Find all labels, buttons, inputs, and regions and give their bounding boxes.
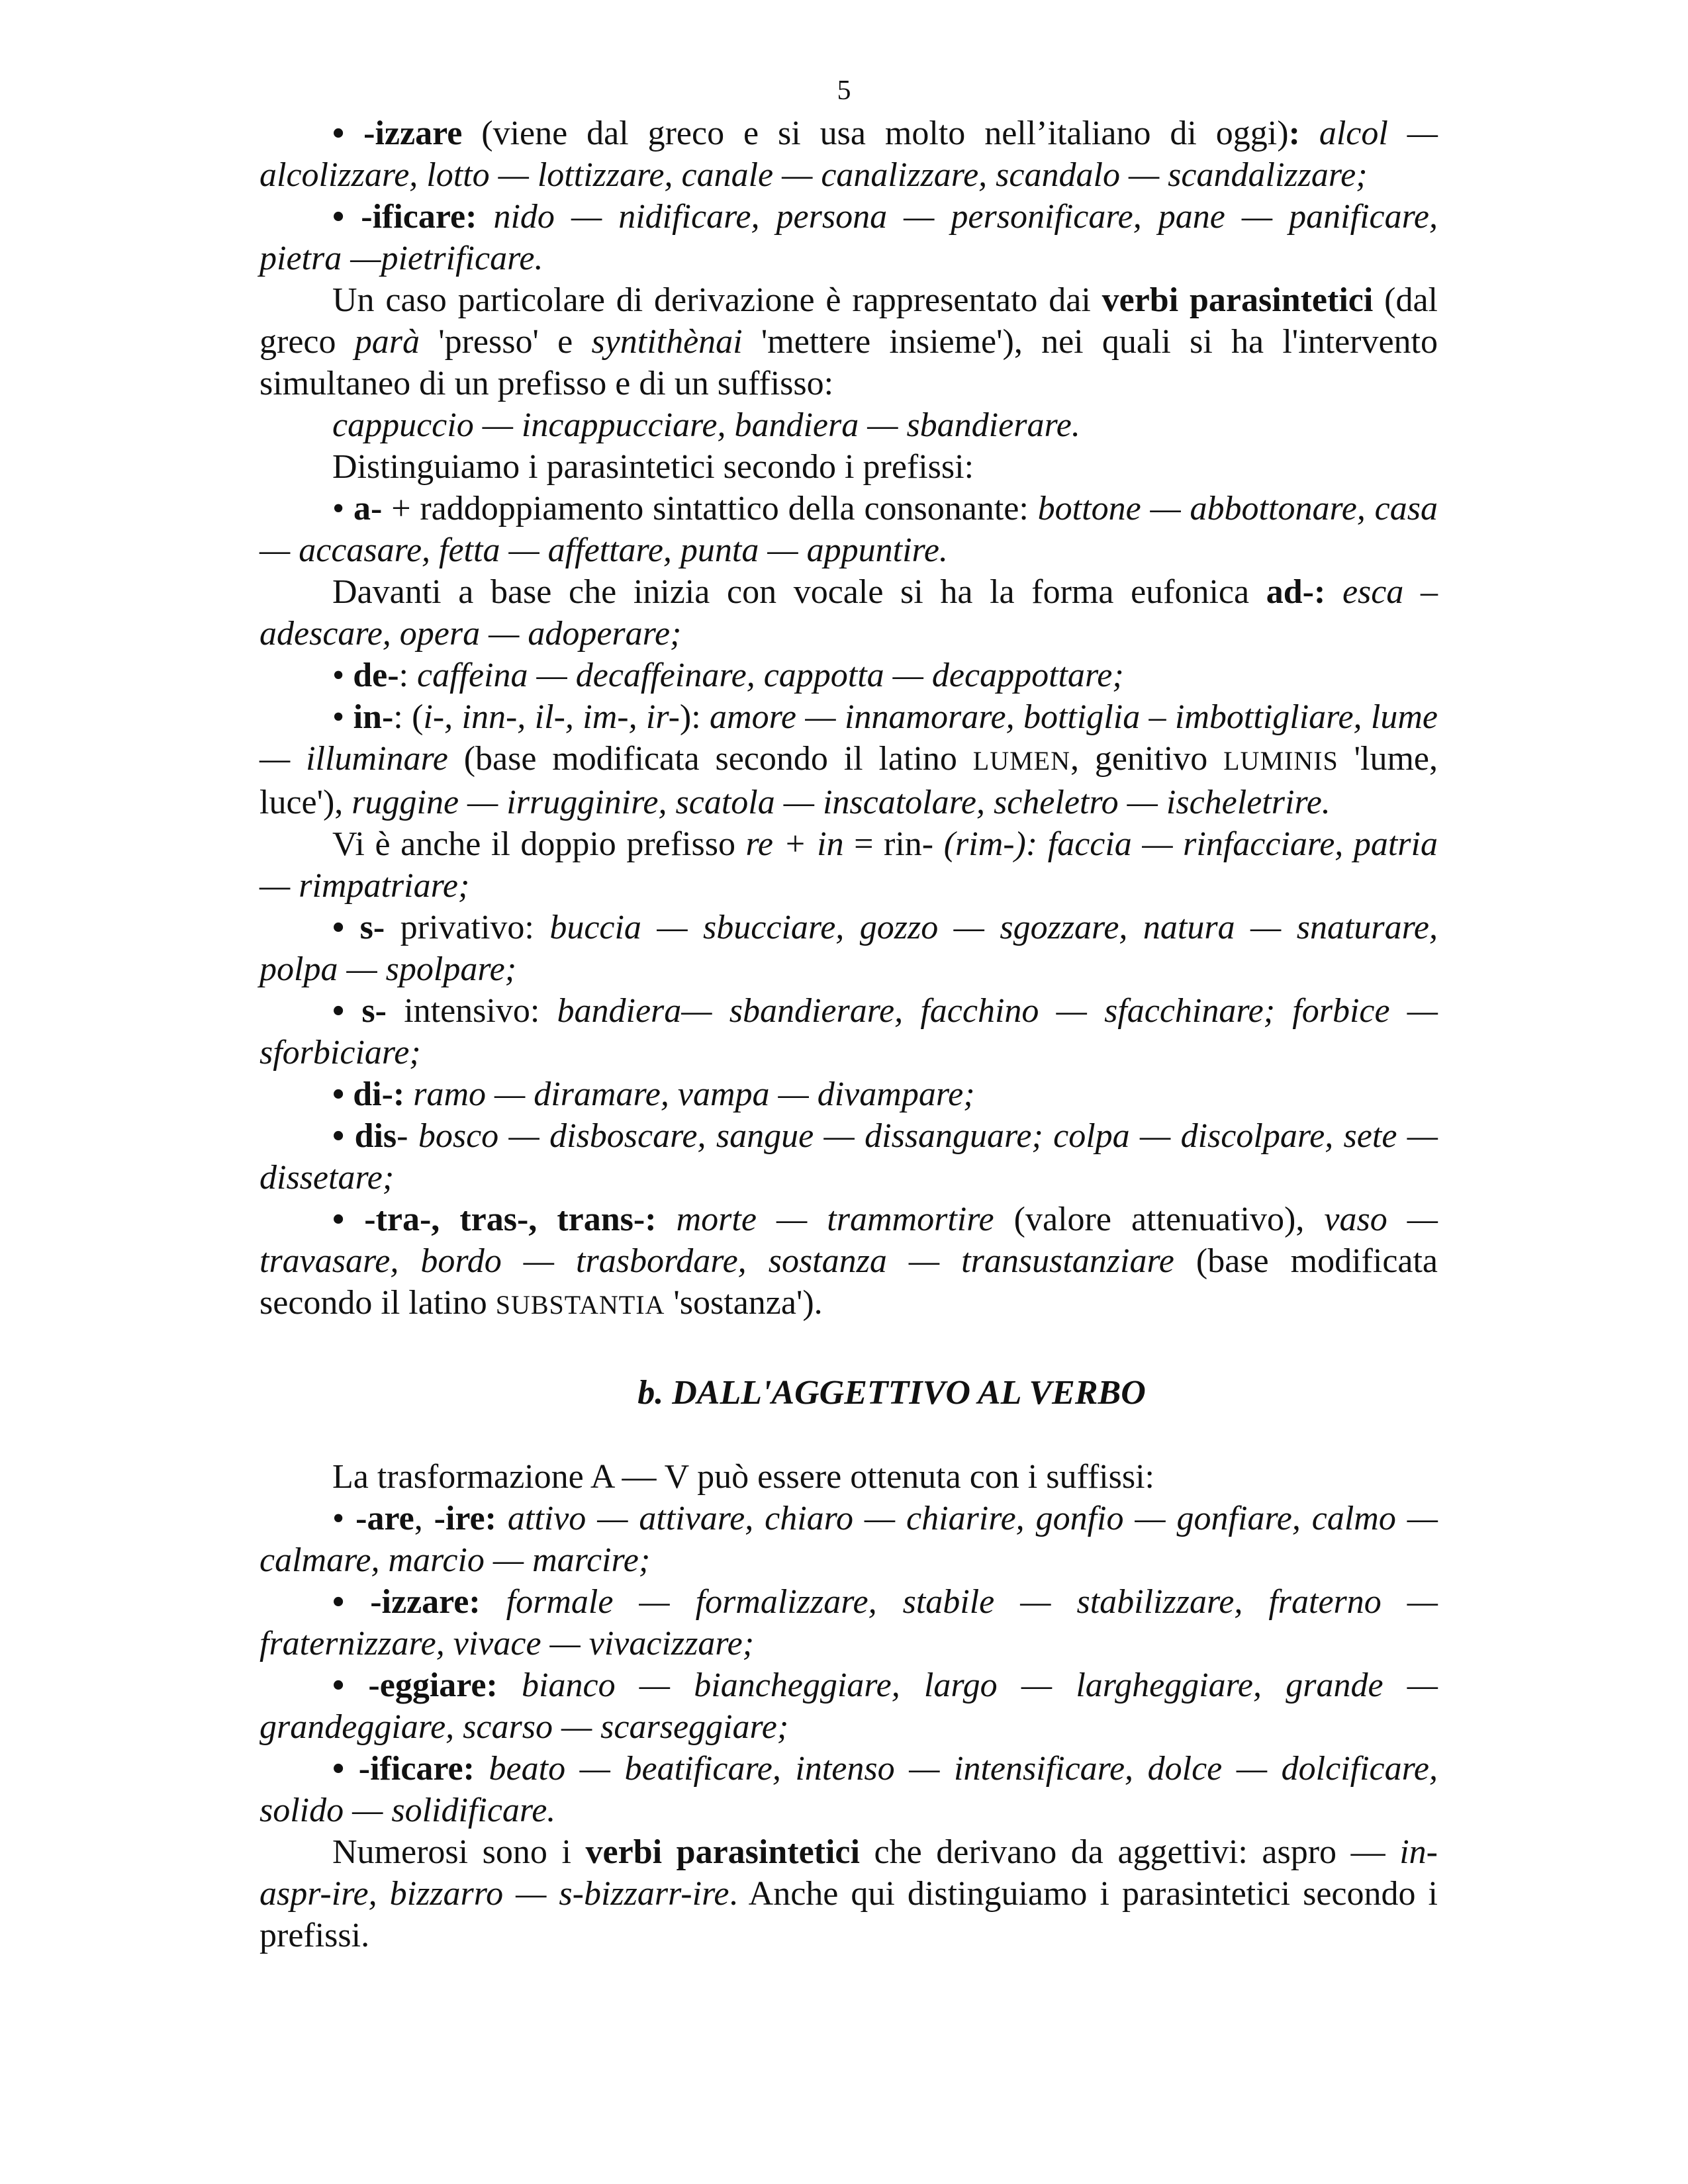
- text-run: • -tra-, tras-, trans-:: [332, 1201, 657, 1238]
- text-run: buccia — sbucciare, gozzo — sgozzare, natura — snaturare, polpa — spolpare;: [259, 909, 1438, 988]
- text-run: [481, 1583, 506, 1621]
- text-run: cappuccio — incappucciare, bandiera — sbandierare.: [332, 406, 1080, 444]
- text-run: • -eggiare:: [332, 1666, 498, 1704]
- text-run: : (: [393, 698, 424, 736]
- text-run: alcol — alcolizzare, lotto — lottizzare, canale — canalizzare, scandalo — scandalizzare;: [259, 114, 1438, 194]
- text-run: LUMEN: [972, 746, 1070, 776]
- text-run: Un caso particolare di derivazione è rappresentato dai: [332, 281, 1102, 319]
- text-run: [404, 1075, 413, 1113]
- text-run: a-: [353, 490, 383, 527]
- text-run: ruggine — irrugginire, scatola — inscatolare, scheletro — ischeletrire.: [352, 784, 1331, 821]
- text-run: amore — innamorare, bottiglia – imbottigliare, lume — illuminare: [259, 698, 1438, 778]
- text-run: •: [332, 657, 353, 694]
- text-run: morte — trammortire: [676, 1201, 994, 1238]
- text-run: -: [397, 1117, 418, 1155]
- text-run: -ificare:: [361, 198, 477, 236]
- text-run: (base modificata secondo il latino: [259, 1242, 1438, 1322]
- text-run: •: [332, 114, 364, 152]
- text-run: [657, 1201, 677, 1238]
- text-run: caffeina — decaffeinare, cappotta — decappottare;: [417, 657, 1124, 694]
- text-run: bottone — abbottonare, casa — accasare, fetta — affettare, punta — appuntire.: [259, 490, 1438, 569]
- text-run: parà: [354, 323, 420, 361]
- paragraph: [259, 113, 1438, 196]
- paragraph: [259, 1831, 1438, 1956]
- text-run: Vi è anche il doppio prefisso: [332, 825, 746, 863]
- paragraph: [259, 488, 1438, 571]
- text-run: -are: [355, 1500, 414, 1537]
- paragraph: [259, 1748, 1438, 1831]
- page-number: 5: [837, 75, 851, 106]
- text-run: i-, inn-, il-, im-, ir-: [423, 698, 680, 736]
- text-run: :: [1288, 114, 1300, 152]
- paragraph: [259, 446, 1438, 488]
- paragraph: [259, 696, 1438, 823]
- text-run: • s-: [332, 909, 385, 946]
- paragraph: [259, 1498, 1438, 1581]
- text-run: • di-:: [332, 1075, 405, 1113]
- text-run: nido — nidificare, persona — personificare, pane — panificare, pietra —pietrificare.: [259, 198, 1438, 277]
- text-run: [496, 1500, 508, 1537]
- text-run: che derivano da aggettivi: aspro —: [859, 1833, 1400, 1871]
- paragraph: [259, 1199, 1438, 1326]
- text-run: La trasformazione A — V può essere ottenuta con i suffissi:: [332, 1458, 1154, 1496]
- text-run: formale — formalizzare, stabile — stabilizzare, fraterno — fraternizzare, vivace — vivacizzare;: [259, 1583, 1438, 1662]
- text-run: bosco — disboscare, sangue — dissanguare; colpa — discolpare, sete — dissetare;: [259, 1117, 1438, 1197]
- text-run: (valore attenuativo),: [994, 1201, 1325, 1238]
- text-run: ramo — diramare, vampa — divampare;: [413, 1075, 975, 1113]
- text-run: privativo:: [385, 909, 550, 946]
- text-run: in-: [353, 698, 394, 736]
- text-run: LUMINIS: [1223, 746, 1338, 776]
- text-run: beato — beatificare, intenso — intensificare, dolce — dolcificare, solido — solidificare.: [259, 1750, 1438, 1829]
- text-run: Distinguiamo i parasintetici secondo i prefissi:: [332, 448, 974, 486]
- text-run: = rin-: [843, 825, 944, 863]
- text-run: • -ificare:: [332, 1750, 475, 1788]
- text-run: verbi parasintetici: [1102, 281, 1374, 319]
- text-run: bandiera— sbandierare, facchino — sfacchinare; forbice — sforbiciare;: [259, 992, 1438, 1071]
- paragraph: [259, 655, 1438, 696]
- text-run: re + in: [745, 825, 844, 863]
- section-top: [259, 113, 1438, 1326]
- paragraph: [259, 1664, 1438, 1748]
- text-run: , genitivo: [1070, 740, 1224, 778]
- paragraph: [259, 404, 1438, 446]
- text-run: bianco — biancheggiare, largo — largheggiare, grande — grandeggiare, scarso — scarseggiare;: [259, 1666, 1438, 1746]
- paragraph: [259, 823, 1438, 907]
- text-run: + raddoppiamento sintattico della consonante:: [382, 490, 1038, 527]
- text-run: vaso — travasare, bordo — trasbordare, sostanza — transustanziare: [259, 1201, 1438, 1280]
- text-run: ,: [414, 1500, 434, 1537]
- text-run: -ire:: [434, 1500, 496, 1537]
- text-run: syntithènai: [591, 323, 743, 361]
- text-run: de-: [353, 657, 399, 694]
- text-run: •: [332, 698, 353, 736]
- paragraph: [259, 1073, 1438, 1115]
- text-run: attivo — attivare, chiaro — chiarire, gonfio — gonfiare, calmo — calmare, marcio — marcire;: [259, 1500, 1438, 1579]
- text-run: verbi parasintetici: [585, 1833, 860, 1871]
- text-run: ):: [679, 698, 710, 736]
- text-run: 'lume, luce'),: [259, 740, 1438, 821]
- text-run: [477, 198, 493, 236]
- text-run: •: [332, 1500, 356, 1537]
- text-run: [475, 1750, 489, 1788]
- text-run: (dal greco: [259, 281, 1438, 361]
- paragraph: [259, 907, 1438, 990]
- text-run: [1325, 573, 1342, 611]
- text-run: SUBSTANTIA: [495, 1290, 665, 1320]
- text-run: -izzare: [363, 114, 463, 152]
- paragraph: [259, 279, 1438, 404]
- text-run: 'mettere insieme'), nei quali si ha l'intervento simultaneo di un prefisso e di un suffisso:: [259, 323, 1438, 402]
- text-run: • s-: [332, 992, 387, 1030]
- text-run: [1300, 114, 1319, 152]
- text-run: •: [332, 490, 354, 527]
- text-run: • -izzare:: [332, 1583, 481, 1621]
- text-run: Davanti a base che inizia con vocale si ha la forma eufonica: [332, 573, 1266, 611]
- paragraph: [259, 990, 1438, 1073]
- text-run: . Anche qui distinguiamo i parasintetici secondo i prefissi.: [259, 1875, 1438, 1954]
- text-run: 'presso' e: [419, 323, 592, 361]
- paragraph: [259, 1581, 1438, 1664]
- section-bottom: [259, 1456, 1438, 1956]
- paragraph: [259, 1115, 1438, 1199]
- text-run: [498, 1666, 522, 1704]
- text-run: ad-:: [1266, 573, 1326, 611]
- paragraph: [259, 571, 1438, 655]
- text-run: •: [332, 198, 361, 236]
- paragraph: [259, 1456, 1438, 1498]
- text-run: esca – adescare, opera — adoperare;: [259, 573, 1438, 653]
- text-run: :: [399, 657, 417, 694]
- document-body: [259, 113, 1438, 1956]
- text-run: intensivo:: [386, 992, 557, 1030]
- text-run: • dis: [332, 1117, 397, 1155]
- text-run: in-aspr-ire, bizzarro — s-bizzarr-ire: [259, 1833, 1438, 1913]
- text-run: (base modificata secondo il latino: [447, 740, 973, 778]
- text-run: (viene dal greco e si usa molto nell’italiano di oggi): [462, 114, 1289, 152]
- text-run: 'sostanza').: [665, 1284, 823, 1322]
- section-heading: b. DALL'AGGETTIVO AL VERBO: [637, 1374, 1146, 1412]
- text-run: (rim-): faccia — rinfacciare, patria — rimpatriare;: [259, 825, 1438, 905]
- paragraph: [259, 196, 1438, 279]
- text-run: Numerosi sono i: [332, 1833, 586, 1871]
